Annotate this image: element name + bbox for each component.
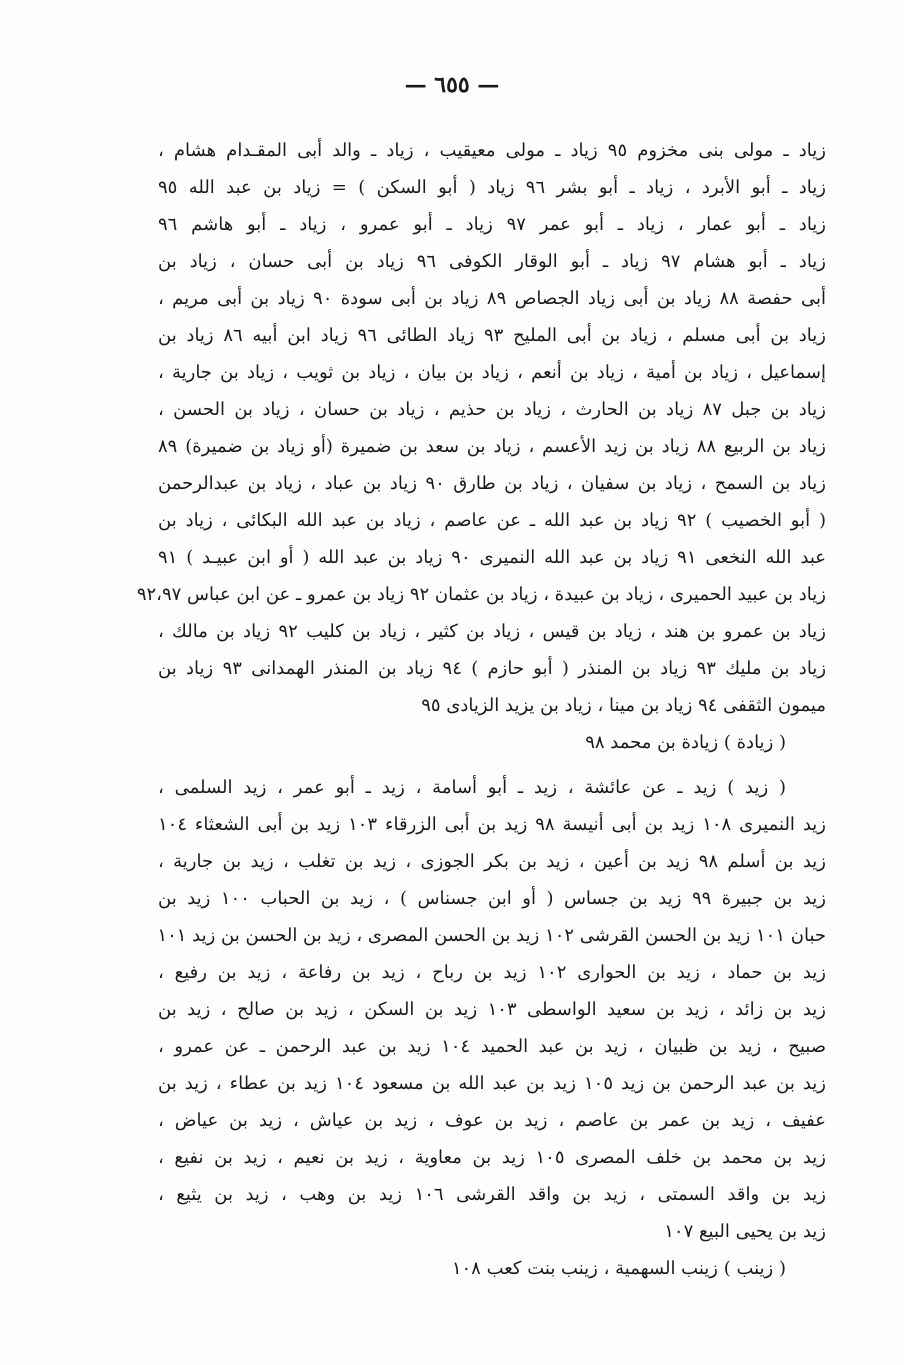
index-line: زيد بن حماد ، زيد بن الحوارى ١٠٢ زيد بن رباح ، زيد بن رفاعة ، زيد بن رفيع ، — [158, 962, 826, 983]
index-line: ميمون الثقفى ٩٤ زياد بن مينا ، زياد بن يزيد الزيادى ٩٥ — [421, 695, 826, 716]
index-line: ( زيادة ) زيادة بن محمد ٩٨ — [585, 732, 786, 753]
index-line: زياد بن عبيد الحميرى ، زياد بن عبيدة ، زياد بن عثمان ٩٢ زياد بن عمرو ـ عن ابن عباس ٩٢،٩٧ — [136, 584, 826, 605]
index-line: زياد بن أبى مسلم ، زياد بن أبى المليح ٩٣ زياد الطائى ٩٦ زياد ابن أبيه ٨٦ زياد بن — [158, 325, 826, 346]
index-line: حبان ١٠١ زيد بن الحسن القرشى ١٠٢ زيد بن الحسن المصرى ، زيد بن الحسن بن زيد ١٠١ — [157, 925, 826, 946]
index-line: زياد ـ أبو عمار ، زياد ـ أبو عمر ٩٧ زياد ـ أبو عمرو ، زياد ـ أبو هاشم ٩٦ — [158, 214, 826, 235]
index-line: زياد ـ أبو هشام ٩٧ زياد ـ أبو الوقار الكوفى ٩٦ زياد بن أبى حسان ، زياد بن — [158, 251, 827, 272]
index-line: إسماعيل ، زياد بن أمية ، زياد بن أنعم ، زياد بن بيان ، زياد بن ثويب ، زياد بن جارية ، — [158, 362, 826, 383]
index-line: زياد بن جبل ٨٧ زياد بن الحارث ، زياد بن حذيم ، زياد بن حسان ، زياد بن الحسن ، — [158, 399, 826, 420]
index-line: صبيح ، زيد بن ظبيان ، زيد بن عبد الحميد ١٠٤ زيد بن عبد الرحمن ـ عن عمرو ، — [158, 1036, 826, 1057]
page-number: — ٦٥٥ — — [404, 72, 500, 98]
index-line: زيد بن محمد بن خلف المصرى ١٠٥ زيد بن معاوية ، زيد بن نعيم ، زيد بن نفيع ، — [158, 1147, 826, 1168]
index-line: زياد بن الربيع ٨٨ زياد بن زيد الأعسم ، زياد بن سعد بن ضميرة (أو زياد بن ضميرة) ٨٩ — [158, 436, 826, 457]
index-line: زياد ـ مولى بنى مخزوم ٩٥ زياد ـ مولى معيقيب ، زياد ـ والد أبى المقـدام هشام ، — [158, 140, 826, 161]
index-line: زيد النميرى ١٠٨ زيد بن أبى أنيسة ٩٨ زيد بن أبى الزرقاء ١٠٣ زيد بن أبى الشعثاء ١٠٤ — [158, 814, 826, 835]
index-line: ( أبو الخصيب ) ٩٢ زياد بن عبد الله ـ عن عاصم ، زياد بن عبد الله البكائى ، زياد بن — [158, 510, 826, 531]
index-line: أبى حفصة ٨٨ زياد بن أبى زياد الجصاص ٨٩ زياد بن أبى سودة ٩٠ زياد بن أبى مريم ، — [158, 288, 826, 309]
index-line: عبد الله النخعى ٩١ زياد بن عبد الله النميرى ٩٠ زياد بن عبد الله ( أو ابن عبيـد ) ٩١ — [158, 547, 827, 568]
index-line: زيد بن يحيى البيع ١٠٧ — [664, 1221, 826, 1242]
index-text-column — [136, 132, 827, 1287]
section-gap — [158, 761, 826, 769]
index-line: ( زيد ) زيد ـ عن عائشة ، زيد ـ أبو أسامة ، زيد ـ أبو عمر ، زيد السلمى ، — [158, 777, 786, 798]
index-line: زيد بن واقد السمتى ، زيد بن واقد القرشى ١٠٦ زيد بن وهب ، زيد بن يثيع ، — [158, 1184, 826, 1205]
index-line: زياد ـ أبو الأبرد ، زياد ـ أبو بشر ٩٦ زياد ( أبو السكن ) = زياد بن عبد الله ٩٥ — [158, 177, 826, 198]
index-line: زياد بن السمح ، زياد بن سفيان ، زياد بن طارق ٩٠ زياد بن عباد ، زياد بن عبدالرحمن — [158, 473, 826, 494]
index-line: زياد بن عمرو بن هند ، زياد بن قيس ، زياد بن كثير ، زياد بن كليب ٩٢ زياد بن مالك ، — [158, 621, 826, 642]
index-line: ( زينب ) زينب السهمية ، زينب بنت كعب ١٠٨ — [451, 1258, 786, 1279]
index-line: زياد بن مليك ٩٣ زياد بن المنذر ( أبو حازم ) ٩٤ زياد بن المنذر الهمدانى ٩٣ زياد بن — [158, 658, 827, 679]
index-line: زيد بن جبيرة ٩٩ زيد بن جساس ( أو ابن جسناس ) ، زيد بن الحباب ١٠٠ زيد بن — [158, 888, 826, 909]
index-line: زيد بن عبد الرحمن بن زيد ١٠٥ زيد بن عبد الله بن مسعود ١٠٤ زيد بن عطاء ، زيد بن — [158, 1073, 826, 1094]
index-line: زيد بن أسلم ٩٨ زيد بن أعين ، زيد بن بكر الجوزى ، زيد بن تغلب ، زيد بن جارية ، — [158, 851, 826, 872]
index-line: زيد بن زائد ، زيد بن سعيد الواسطى ١٠٣ زيد بن السكن ، زيد بن صالح ، زيد بن — [158, 999, 827, 1020]
index-line: عفيف ، زيد بن عمر بن عاصم ، زيد بن عوف ، زيد بن عياش ، زيد بن عياض ، — [158, 1110, 826, 1131]
